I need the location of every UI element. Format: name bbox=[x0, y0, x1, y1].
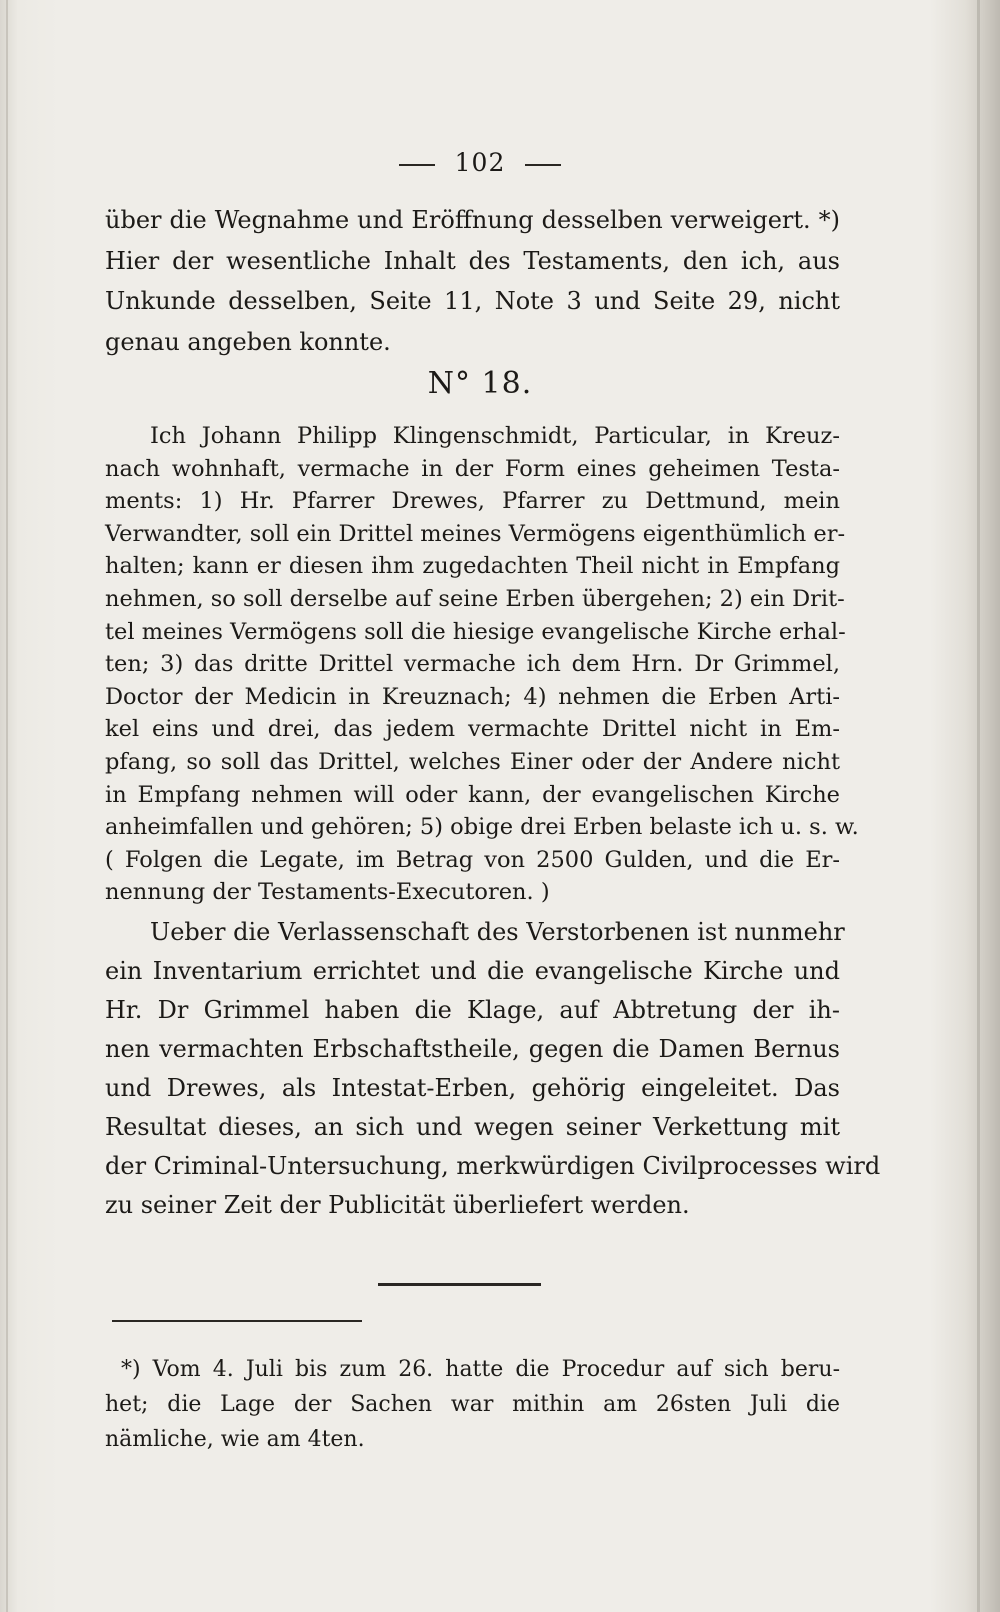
text-line: zu seiner Zeit der Publicität überliefert werden. bbox=[105, 1191, 690, 1219]
text-line: het; die Lage der Sachen war mithin am 26sten Juli die bbox=[105, 1392, 840, 1417]
text-line: ein Inventarium errichtet und die evangelische Kirche und bbox=[105, 957, 840, 985]
text-line: über die Wegnahme und Eröffnung desselben verweigert. *) bbox=[105, 206, 840, 234]
footnote-divider bbox=[112, 1320, 362, 1322]
text-line: ten; 3) das dritte Drittel vermache ich dem Hrn. Dr Grimmel, bbox=[105, 651, 840, 678]
text-line: kel eins und drei, das jedem vermachte Drittel nicht in Em- bbox=[105, 716, 840, 743]
section-divider bbox=[378, 1283, 541, 1286]
text-line: und Drewes, als Intestat-Erben, gehörig eingeleitet. Das bbox=[105, 1074, 840, 1102]
text-line: Ich Johann Philipp Klingenschmidt, Particular, in Kreuz- bbox=[150, 423, 840, 449]
text-line: nennung der Testaments-Executoren. ) bbox=[105, 879, 550, 906]
page-edge-right bbox=[977, 0, 980, 1612]
text-line: anheimfallen und gehören; 5) obige drei Erben belaste ich u. s. w. bbox=[105, 814, 859, 841]
text-line: der Criminal-Untersuchung, merkwürdigen Civilprocesses wird bbox=[105, 1152, 881, 1180]
text-line: ( Folgen die Legate, im Betrag von 2500 Gulden, und die Er- bbox=[105, 846, 840, 873]
text-line: Ueber die Verlassenschaft des Verstorbenen ist nunmehr bbox=[150, 918, 845, 946]
text-line: Hr. Dr Grimmel haben die Klage, auf Abtretung der ih- bbox=[105, 996, 840, 1024]
text-line: Hier der wesentliche Inhalt des Testaments, den ich, aus bbox=[105, 246, 840, 275]
section-heading: N° 18. bbox=[427, 366, 533, 401]
intro-paragraph bbox=[105, 200, 840, 362]
text-line: in Empfang nehmen will oder kann, der evangelischen Kirche bbox=[105, 781, 840, 808]
text-line: ments: 1) Hr. Pfarrer Drewes, Pfarrer zu Dettmund, mein bbox=[105, 488, 840, 515]
text-line: pfang, so soll das Drittel, welches Einer oder der Andere nicht bbox=[105, 748, 840, 775]
testament-paragraph bbox=[105, 420, 859, 909]
text-line: nämliche, wie am 4ten. bbox=[105, 1427, 365, 1452]
text-line: nen vermachten Erbschaftstheile, gegen die Damen Bernus bbox=[105, 1035, 840, 1063]
footnote bbox=[105, 1352, 840, 1457]
header-dash-right bbox=[525, 164, 561, 166]
page-header bbox=[0, 148, 960, 177]
text-line: nach wohnhaft, vermache in der Form eines geheimen Testa- bbox=[105, 455, 840, 482]
page-edge-left bbox=[6, 0, 8, 1612]
text-line: *) Vom 4. Juli bis zum 26. hatte die Procedur auf sich beru- bbox=[121, 1357, 840, 1382]
text-line: tel meines Vermögens soll die hiesige evangelische Kirche erhal- bbox=[105, 618, 846, 645]
text-line: Doctor der Medicin in Kreuznach; 4) nehmen die Erben Arti- bbox=[105, 683, 840, 710]
text-line: Resultat dieses, an sich und wegen seiner Verkettung mit bbox=[105, 1113, 840, 1141]
text-line: Verwandter, soll ein Drittel meines Vermögens eigenthümlich er- bbox=[105, 520, 846, 547]
closing-paragraph bbox=[105, 912, 881, 1224]
text-line: genau angeben konnte. bbox=[105, 327, 391, 356]
text-line: Unkunde desselben, Seite 11, Note 3 und Seite 29, nicht bbox=[105, 287, 840, 315]
header-dash-left bbox=[399, 164, 435, 166]
text-line: nehmen, so soll derselbe auf seine Erben übergehen; 2) ein Drit- bbox=[105, 585, 845, 612]
text-line: halten; kann er diesen ihm zugedachten Theil nicht in Empfang bbox=[105, 553, 840, 580]
page-number: 102 bbox=[454, 148, 506, 177]
